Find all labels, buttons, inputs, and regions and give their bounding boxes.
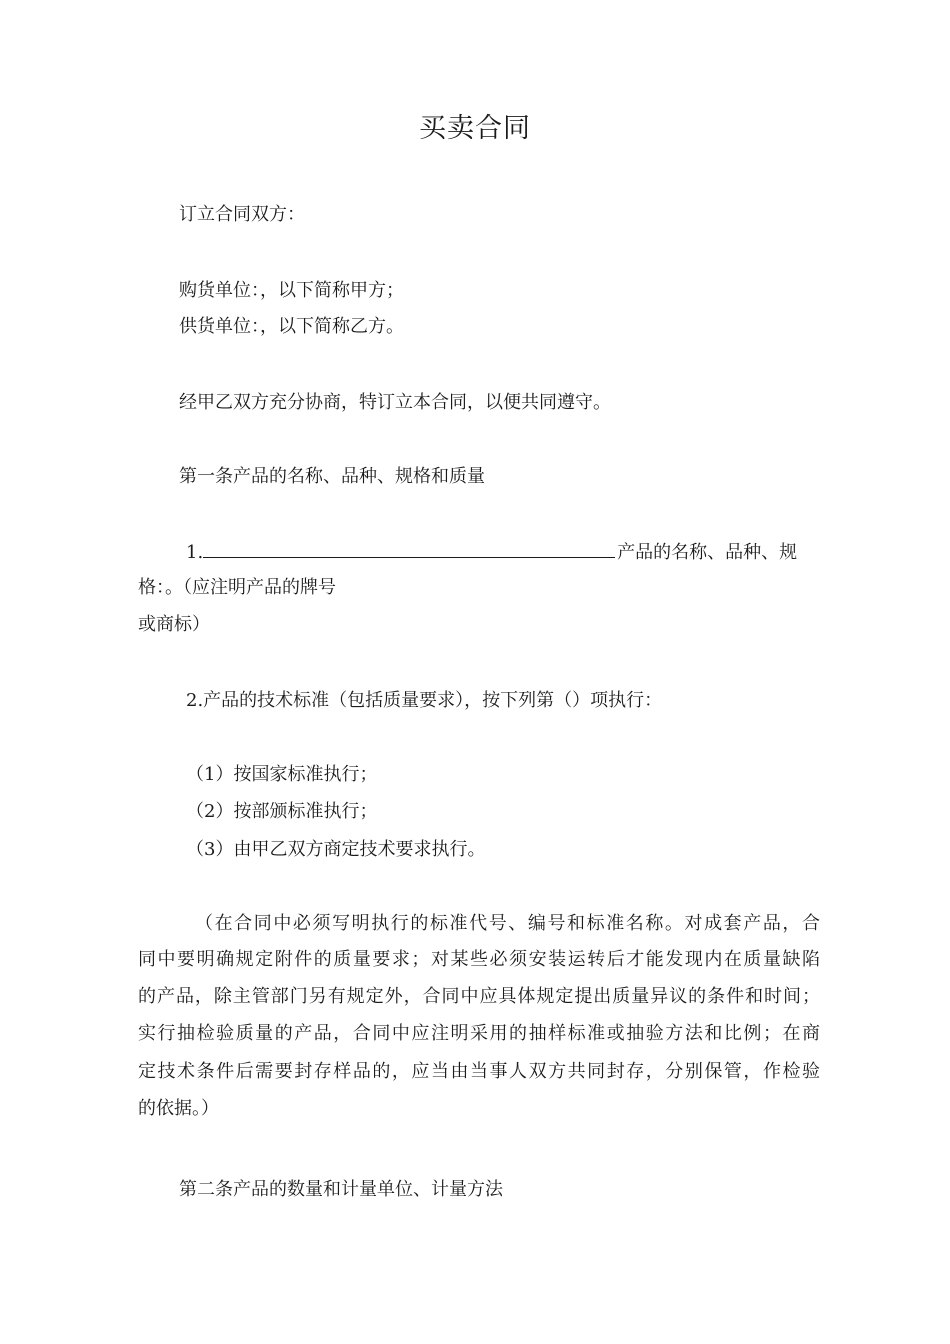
article1-item1-cont1: 格：。（应注明产品的牌号 [138,577,336,598]
note-line-6: 的依据。） [138,1098,219,1119]
document-title: 买卖合同 [419,113,531,144]
item1-number: 1. [186,542,204,563]
item1-suffix: 产品的名称、品种、规 [617,542,798,563]
article1-heading: 第一条产品的名称、品种、规格和质量 [179,466,485,487]
product-name-blank [203,539,615,558]
article1-item2: 2.产品的技术标准（包括质量要求），按下列第（）项执行： [186,690,663,711]
article2-heading: 第二条产品的数量和计量单位、计量方法 [179,1179,503,1200]
article1-item1 [186,539,797,565]
note-line-2: 同中要明确规定附件的质量要求；对某些必须安装运转后才能发现内在质量缺陷 [138,949,820,970]
option-2: （2）按部颁标准执行； [186,801,378,822]
agreement-line: 经甲乙双方充分协商，特订立本合同，以便共同遵守。 [179,392,611,413]
buyer-line: 购货单位：，以下简称甲方； [179,280,404,301]
option-3: （3）由甲乙双方商定技术要求执行。 [186,839,486,860]
seller-line: 供货单位：，以下简称乙方。 [179,316,404,337]
note-line-1: （在合同中必须写明执行的标准代号、编号和标准名称。对成套产品，合 [195,913,820,934]
note-line-5: 定技术条件后需要封存样品的，应当由当事人双方共同封存，分别保管，作检验 [138,1061,820,1082]
article1-item1-cont2: 或商标） [138,614,210,635]
note-line-4: 实行抽检验质量的产品，合同中应注明采用的抽样标准或抽验方法和比例；在商 [138,1023,820,1044]
parties-intro: 订立合同双方： [179,204,305,225]
option-1: （1）按国家标准执行； [186,764,378,785]
note-line-3: 的产品，除主管部门另有规定外，合同中应具体规定提出质量异议的条件和时间； [138,986,820,1007]
